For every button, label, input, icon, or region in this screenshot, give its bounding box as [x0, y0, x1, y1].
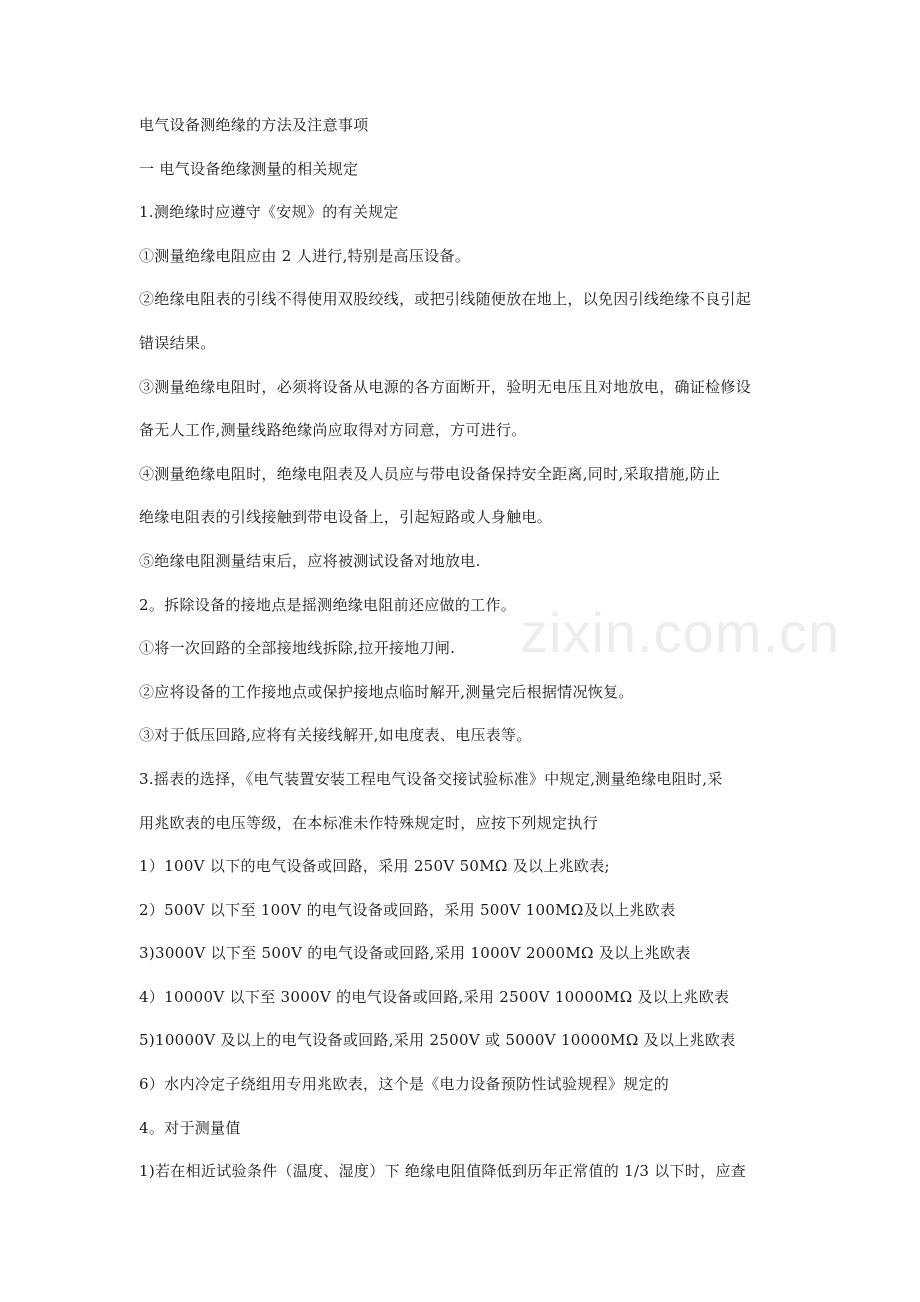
list-item: 2）500V 以下至 100V 的电气设备或回路，采用 500V 100MΩ及以上兆欧表	[139, 900, 676, 919]
doc-title: 电气设备测绝缘的方法及注意事项	[139, 116, 369, 134]
document-body	[139, 114, 799, 1204]
paragraph-line: 2。拆除设备的接地点是摇测绝缘电阻前还应做的工作。	[139, 595, 517, 614]
section-heading: 一 电气设备绝缘测量的相关规定	[139, 159, 359, 178]
list-item: 3)3000V 以下至 500V 的电气设备或回路,采用 1000V 2000MΩ 及以上兆欧表	[139, 944, 691, 963]
list-item: 1）100V 以下的电气设备或回路，采用 250V 50MΩ 及以上兆欧表;	[139, 857, 610, 876]
paragraph-line: 绝缘电阻表的引线接触到带电设备上，引起短路或人身触电。	[139, 508, 553, 527]
list-item: 6）水内冷定子绕组用专用兆欧表，这个是《电力设备预防性试验规程》规定的	[139, 1075, 670, 1094]
paragraph-line: ①将一次回路的全部接地线拆除,拉开接地刀闸.	[139, 639, 456, 658]
paragraph-line: 错误结果。	[139, 333, 216, 352]
list-item: 5)10000V 及以上的电气设备或回路,采用 2500V 或 5000V 10000MΩ 及以上兆欧表	[139, 1031, 736, 1050]
watermark: zixin.com.cn	[520, 601, 841, 664]
paragraph-line: 备无人工作,测量线路绝缘尚应取得对方同意，方可进行。	[139, 421, 527, 440]
paragraph-line: ④测量绝缘电阻时，绝缘电阻表及人员应与带电设备保持安全距离,同时,采取措施,防止	[139, 464, 721, 483]
paragraph-line: ⑤绝缘电阻测量结束后，应将被测试设备对地放电.	[139, 551, 481, 570]
paragraph-line: ②绝缘电阻表的引线不得使用双股绞线，或把引线随便放在地上，以免因引线绝缘不良引起	[139, 290, 752, 309]
paragraph-line: ①测量绝缘电阻应由 2 人进行,特别是高压设备。	[139, 246, 471, 265]
paragraph-line: ③测量绝缘电阻时，必须将设备从电源的各方面断开，验明无电压且对地放电，确证检修设	[139, 377, 752, 396]
list-item: 4）10000V 以下至 3000V 的电气设备或回路,采用 2500V 10000MΩ 及以上兆欧表	[139, 987, 730, 1006]
paragraph-line: 1.测绝缘时应遵守《安规》的有关规定	[139, 203, 399, 222]
paragraph-line: ②应将设备的工作接地点或保护接地点临时解开,测量完后根据情况恢复。	[139, 682, 634, 701]
paragraph-line: 用兆欧表的电压等级，在本标准未作特殊规定时，应按下列规定执行	[139, 813, 599, 832]
paragraph-line: ③对于低压回路,应将有关接线解开,如电度表、电压表等。	[139, 726, 532, 745]
paragraph-line: 3.摇表的选择，《电气装置安装工程电气设备交接试验标准》中规定,测量绝缘电阻时,采	[139, 769, 723, 788]
paragraph-line: 1)若在相近试验条件（温度、湿度）下 绝缘电阻值降低到历年正常值的 1/3 以下时，应查	[139, 1162, 747, 1181]
paragraph-line: 4。对于测量值	[139, 1118, 241, 1137]
